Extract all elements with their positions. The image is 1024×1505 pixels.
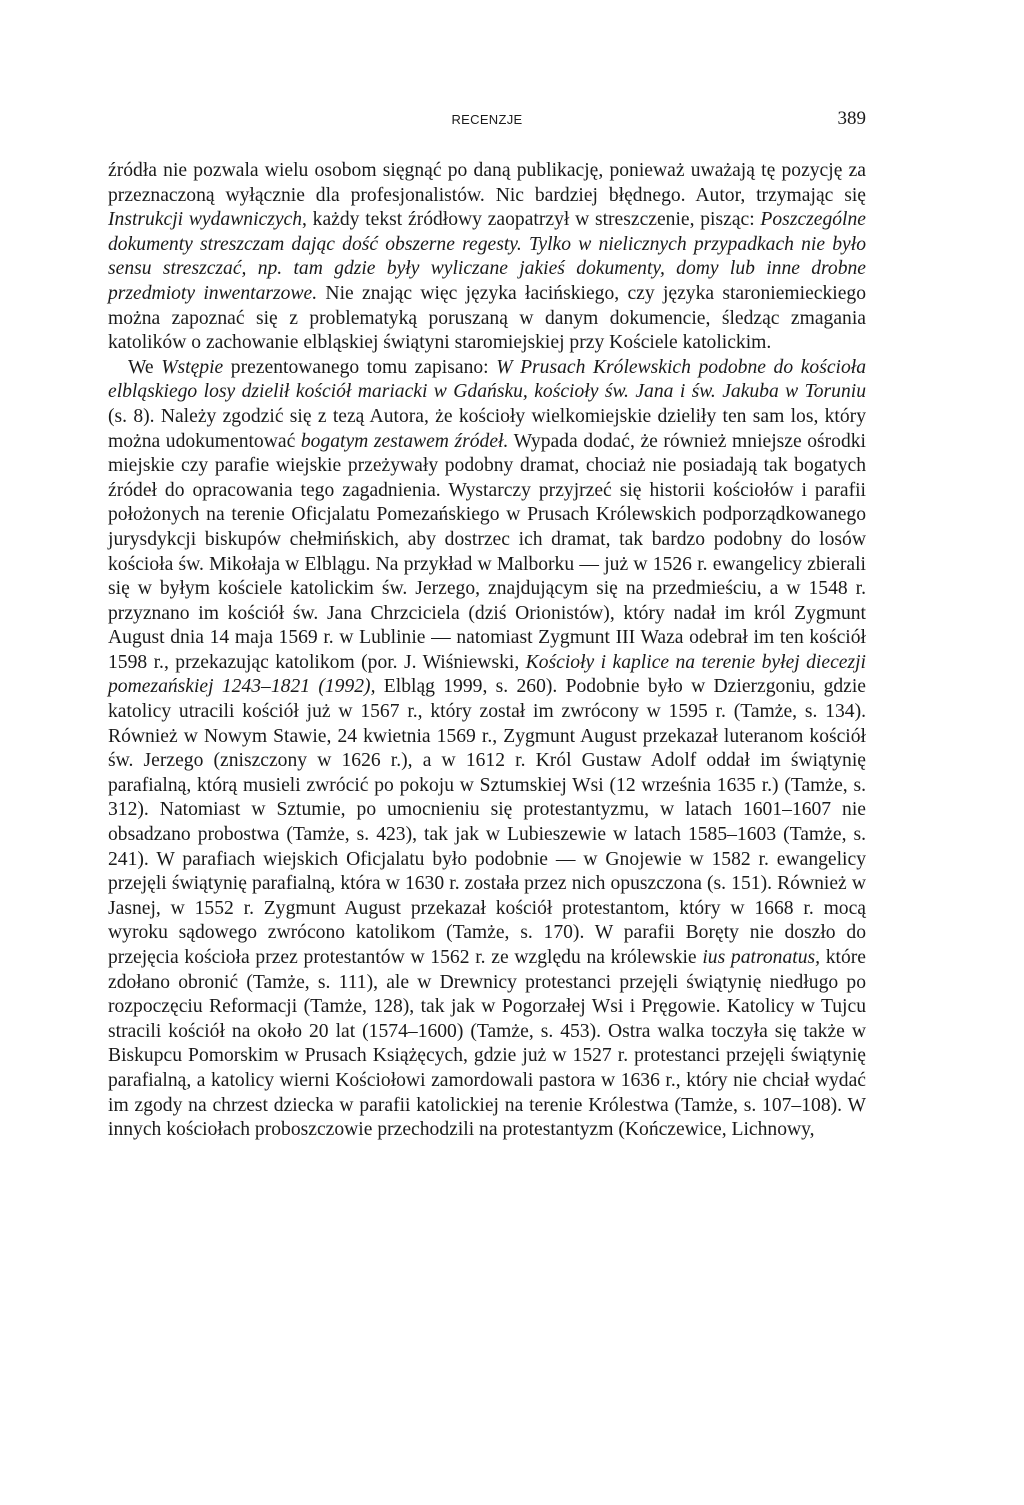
text-run: Nie znając więc języka łacińskiego, czy języka staroniemieckiego można zapoznać się z problematyką poruszaną w danym dokumencie, śledząc zmagania katolików o zachowanie elbląskiej świątyni staromiejskiej przy Kościele katolickim. bbox=[108, 282, 866, 354]
paragraph bbox=[108, 356, 866, 1143]
text-run: Wypada dodać, że również mniejsze ośrodki miejskie czy parafie wiejskie przeżywały podobny dramat, chociaż nie posiadają tak bogatych źródeł do opracowania tego zagadnienia. Wystarczy przyjrzeć się historii kościołów i parafii położonych na terenie Oficjalatu Pomezańskiego w Prusach Królewskich podporządkowanego jurysdykcji biskupów chełmińskich, aby dostrzec ich dramat, tak bardzo podobny do losów kościoła św. Mikołaja w Elblągu. Na przykład w Malborku — już w 1526 r. ewangelicy zbierali się w byłym kościele katolickim św. Jerzego, znajdującym się na przedmieściu, a w 1548 r. przyznano im kościół św. Jana Chrzciciela (dziś Orionistów), który nadał im król Zygmunt August dnia 14 maja 1569 r. w Lublinie — natomiast Zygmunt III Waza odebrał im ten kościół 1598 r., przekazując katolikom (por. J. Wiśniewski, bbox=[108, 430, 867, 673]
page-number: 389 bbox=[837, 108, 866, 129]
italic-text: bogatym zestawem źródeł. bbox=[300, 430, 509, 452]
italic-text: Instrukcji wydawniczych bbox=[108, 209, 303, 231]
text-run: Elbląg 1999, s. 260). Podobnie było w Dzierzgoniu, gdzie katolicy utracili kościół już w 1567 r., który został im zwrócony w 1595 r. (Tamże, s. 134). Również w Nowym Stawie, 24 kwietnia 1569 r., Zygmunt August przekazał luteranom kościół św. Jerzego (zniszczony w 1626 r.), a w 1612 r. Król Gustaw Adolf oddał im świątynię parafialną, którą musieli zwrócić po pokoju w Sztumskiej Wsi (12 września 1635 r.) (Tamże, s. 312). Natomiast w Sztumie, po umocnieniu się protestantyzmu, w latach 1601–1607 nie obsadzano probostwa (Tamże, s. 423), tak jak w Lubieszewie w latach 1585–1603 (Tamże, s. 241). W parafiach wiejskich Oficjalatu było podobnie — w Gnojewie w 1582 r. ewangelicy przejęli świątynię parafialną, która w 1630 r. została przez nich opuszczona (s. 151). Również w Jasnej, w 1552 r. Zygmunt August przekazał kościół protestantom, który w 1668 r. mocą wyroku sądowego zwrócono katolikom (Tamże, s. 170). W parafii Boręty nie doszło do przejęcia kościoła przez protestantów w 1562 r. ze względu na królewskie bbox=[108, 676, 867, 968]
running-head bbox=[108, 108, 866, 132]
italic-text: Poszczególne dokumenty streszczam dając dość obszerne regesty. Tylko w nielicznych przypadkach nie było sensu streszczać, np. tam gdzie były wyliczane jakieś dokumenty, domy lub inne drobne przedmioty inwentarzowe. bbox=[108, 209, 866, 304]
italic-text: Wstępie bbox=[161, 356, 224, 378]
text-run: We bbox=[128, 356, 162, 378]
running-title: RECENZJE bbox=[451, 112, 523, 127]
paragraph bbox=[108, 159, 866, 356]
italic-text: ius patronatus, bbox=[702, 947, 821, 968]
text-run: prezentowanego tomu zapisano: bbox=[223, 356, 497, 378]
text-run: które zdołano obronić (Tamże, s. 111), ale w Drewnicy protestanci przejęli świątynię niedługo po rozpoczęciu Reformacji (Tamże, 128), tak jak w Pogorzałej Wsi i Pręgowie. Katolicy w Tujcu stracili kościół na około 20 lat (1574–1600) (Tamże, s. 453). Ostra walka toczyła się także w Biskupcu Pomorskim w Prusach Książęcych, gdzie już w 1527 r. protestanci przejęli świątynię parafialną, a katolicy wierni Kościołowi zamordowali pastora w 1636 r., który nie chciał wydać im zgody na chrzest dziecka w parafii katolickiej na terenie Królestwa (Tamże, s. 107–108). W innych kościołach proboszczowie przechodzili na protestantyzm (Kończewice, Lichnowy, bbox=[108, 947, 866, 1141]
text-run: źródła nie pozwala wielu osobom sięgnąć po daną publikację, ponieważ uważają tę pozycję za przeznaczoną wyłącznie dla profesjonalistów. Nic bardziej błędnego. Autor, trzymając się bbox=[108, 160, 866, 206]
italic-text: W Prusach Królewskich podobne do kościoła elbląskiego losy dzielił kościół mariacki w Gdańsku, kościoły św. Jana i św. Jakuba w Toruniu bbox=[108, 356, 867, 403]
italic-text: Kościoły i kaplice na terenie byłej diecezji pomezańskiej 1243–1821 (1992), bbox=[108, 651, 866, 698]
body-text bbox=[108, 159, 866, 1143]
text-run: , każdy tekst źródłowy zaopatrzył w streszczenie, pisząc: bbox=[302, 209, 761, 231]
text-run: (s. 8). Należy zgodzić się z tezą Autora, że kościoły wielkomiejskie dzieliły ten sam los, który można udokumentować bbox=[108, 405, 866, 452]
